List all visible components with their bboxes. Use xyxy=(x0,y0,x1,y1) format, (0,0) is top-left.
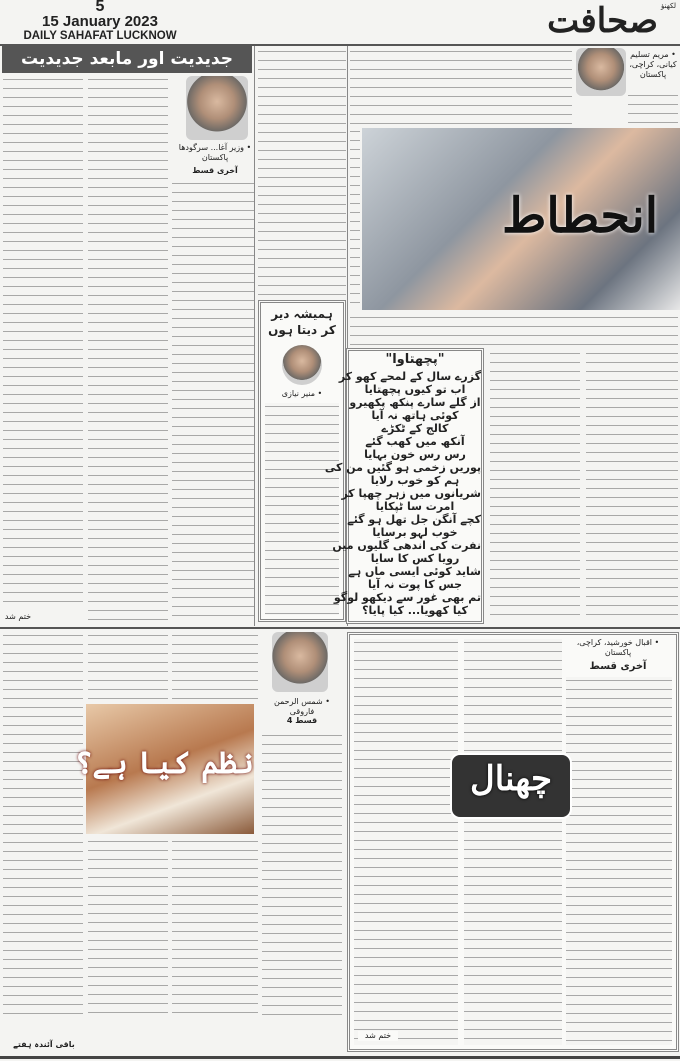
poem-essay-byline: • شمس الرحمن فاروقی xyxy=(273,697,331,716)
modernism-installment: آخری قسط xyxy=(192,166,238,175)
chhinal-column xyxy=(464,639,562,1045)
chhinal-box xyxy=(347,632,679,1052)
paper-name: DAILY SAHAFAT LUCKNOW xyxy=(23,30,177,42)
decline-byline: • مریم تسلیم کیانی، کراچی، پاکستان xyxy=(629,50,677,79)
footer-rule xyxy=(0,1056,680,1059)
poem-line: شریانوں میں زہر چھپا کر xyxy=(341,487,481,500)
books-illustration xyxy=(74,704,254,834)
author-photo-wazir-agha xyxy=(186,76,248,140)
decline-column xyxy=(628,92,678,124)
author-photo-faruqi xyxy=(272,632,328,692)
poem-line: رس رس خون بہایا xyxy=(364,448,466,461)
author-photo-munir-niazi xyxy=(282,345,322,385)
modernism-column xyxy=(88,76,168,624)
poem-line: ہم کو خوب رلایا xyxy=(370,474,460,487)
poem-line: از گلے سارے پنکھ پکھیرو xyxy=(349,396,481,409)
decline-column xyxy=(586,350,678,622)
pigeons-feeding-image xyxy=(362,128,680,310)
late-poem-text xyxy=(265,403,339,615)
poem-essay-title: نظم کیا ہے؟ xyxy=(74,746,254,781)
poem-essay-column xyxy=(262,732,342,1018)
modernism-column xyxy=(3,76,83,608)
poem-line: پوریں زخمی ہو گئیں من کی xyxy=(324,461,481,474)
poem-box xyxy=(324,348,484,624)
chhinal-installment: آخری قسط xyxy=(589,661,647,672)
chhinal-byline: • اقبال خورشید، کراچی، پاکستان xyxy=(576,638,660,657)
chhinal-end: ختم شد xyxy=(358,1031,398,1041)
author-photo-maryam xyxy=(576,48,626,96)
chhinal-column xyxy=(354,639,458,1045)
poem-essay-column xyxy=(88,838,168,1018)
decline-title: انحطاط xyxy=(502,188,659,244)
poem-essay-column xyxy=(88,632,168,702)
poem-line: کیا کھویا... کیا پایا؟ xyxy=(362,604,468,617)
poem-line: امرت سا ٹپکایا xyxy=(375,500,455,513)
decline-column xyxy=(350,314,678,346)
decline-column xyxy=(350,48,572,126)
poem-line: اب تو کیوں پچھتایا xyxy=(364,383,466,396)
column-divider xyxy=(254,46,255,626)
decline-column xyxy=(350,128,360,310)
poem-essay-column xyxy=(172,838,258,1018)
poem-line: شاید کوئی ایسی ماں ہے xyxy=(348,565,481,578)
chhinal-title-badge xyxy=(450,753,572,819)
poem-essay-column xyxy=(3,632,83,1017)
decline-column xyxy=(258,48,346,296)
poem-essay-installment: قسط 4 xyxy=(286,716,318,725)
page-number: 5 xyxy=(95,0,105,15)
masthead-logo: صحافت xyxy=(547,1,658,41)
continued-note: باقی آئندہ ہفتے xyxy=(13,1040,75,1049)
masthead-city: لکھنؤ xyxy=(661,2,676,10)
chhinal-title: چھنال xyxy=(469,759,552,799)
poem-line: گزرے سال کے لمحے کھو کر xyxy=(338,370,481,383)
modernism-byline: • وزیر آغا... سرگودھا پاکستان xyxy=(178,143,252,162)
poem-essay-column xyxy=(172,632,258,702)
poem-line: نفرت کی اندھی گلیوں میں xyxy=(332,539,481,552)
decline-column xyxy=(490,350,580,622)
poem-line: خوب لہو برسایا xyxy=(372,526,458,539)
late-byline: • منیر نیازی xyxy=(281,389,323,398)
poem-line: رویا کس کا سایا xyxy=(370,552,460,565)
modernism-column xyxy=(172,180,254,624)
poem-line: کچے آنگن جل تھل ہو گئے xyxy=(347,513,481,526)
poem-line: کالج کے ٹکڑے xyxy=(381,422,449,435)
poem-line: آنکھ میں کھب گئے xyxy=(365,435,465,448)
poem-line: جس کا پوت نہ آیا xyxy=(367,578,462,591)
poem-line: کوئی ہاتھ نہ آیا xyxy=(371,409,459,422)
poem-lines xyxy=(324,370,481,617)
section-rule xyxy=(0,627,680,629)
chhinal-column xyxy=(566,677,672,1045)
issue-date: 15 January 2023 xyxy=(42,13,158,30)
poem-title: "پچھتاوا" xyxy=(385,352,445,367)
modernism-end: ختم شد xyxy=(4,612,32,621)
modernism-title: جدیدیت اور مابعد جدیدیت xyxy=(2,46,252,73)
poem-line: تم بھی غور سے دیکھو لوگو xyxy=(333,591,481,604)
late-title: ہمیشہ دیر کر دیتا ہوں xyxy=(268,307,336,337)
